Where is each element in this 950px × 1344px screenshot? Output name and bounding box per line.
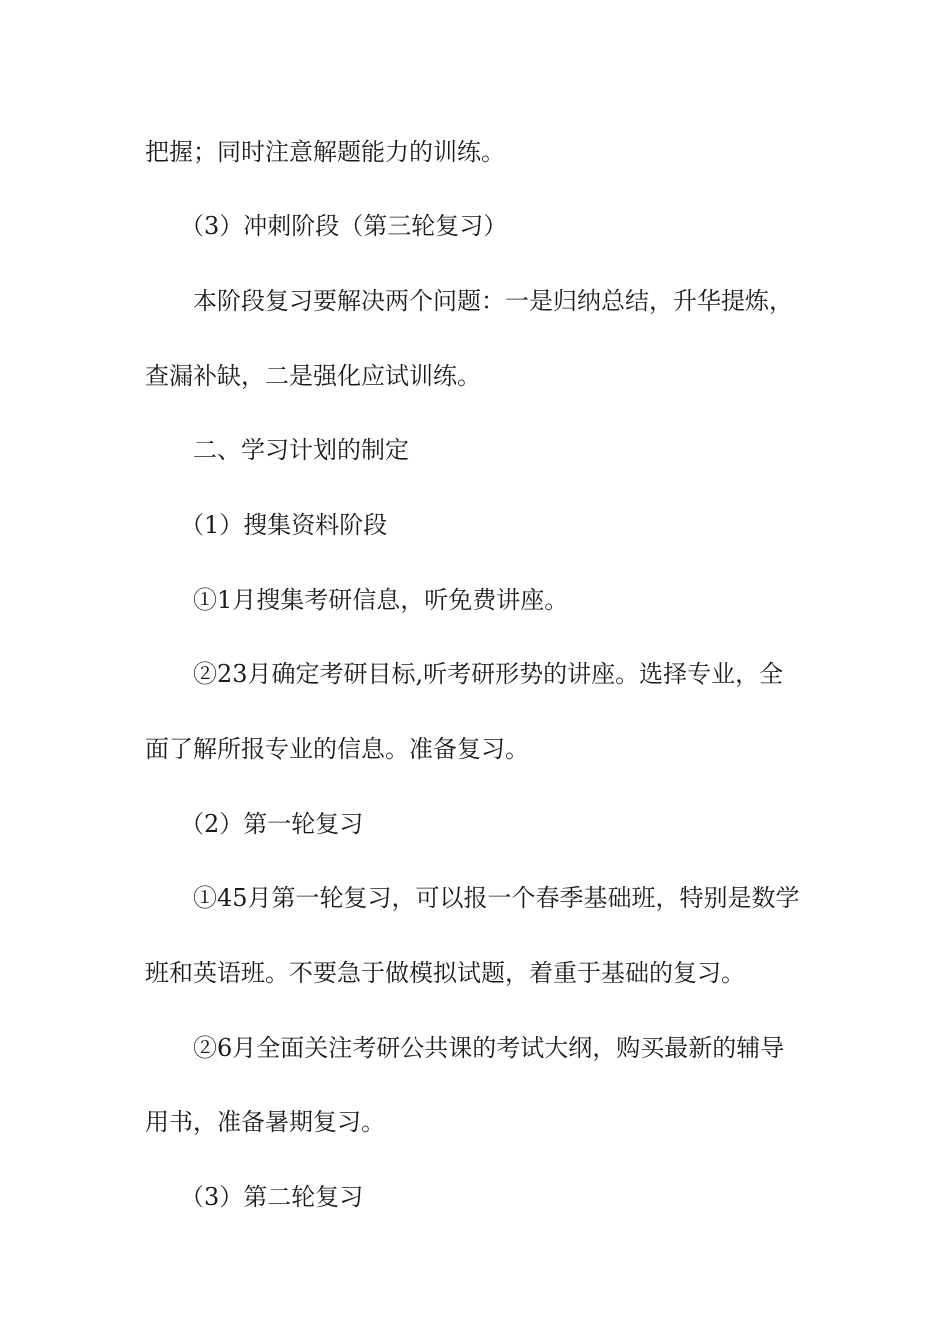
chapter-heading: 二、学习计划的制定 [193, 436, 409, 464]
list-item: ②23月确定考研目标,听考研形势的讲座。选择专业，全 [193, 660, 784, 688]
text-line: 用书，准备暑期复习。 [145, 1108, 385, 1136]
section-heading: （2）第一轮复习 [180, 810, 364, 838]
section-heading: （3）第二轮复习 [180, 1183, 364, 1211]
text-line: 班和英语班。不要急于做模拟试题，着重于基础的复习。 [145, 959, 745, 987]
text-line: 面了解所报专业的信息。准备复习。 [145, 735, 529, 763]
text-line: 把握；同时注意解题能力的训练。 [145, 138, 505, 166]
list-item: ②6月全面关注考研公共课的考试大纲，购买最新的辅导 [193, 1034, 785, 1062]
list-item: ①45月第一轮复习，可以报一个春季基础班，特别是数学 [193, 884, 800, 912]
section-heading: （3）冲刺阶段（第三轮复习） [180, 212, 508, 240]
text-line: 本阶段复习要解决两个问题：一是归纳总结，升华提炼， [193, 287, 793, 315]
text-line: 查漏补缺，二是强化应试训练。 [145, 362, 481, 390]
section-heading: （1）搜集资料阶段 [180, 511, 388, 539]
list-item: ①1月搜集考研信息，听免费讲座。 [193, 586, 569, 614]
